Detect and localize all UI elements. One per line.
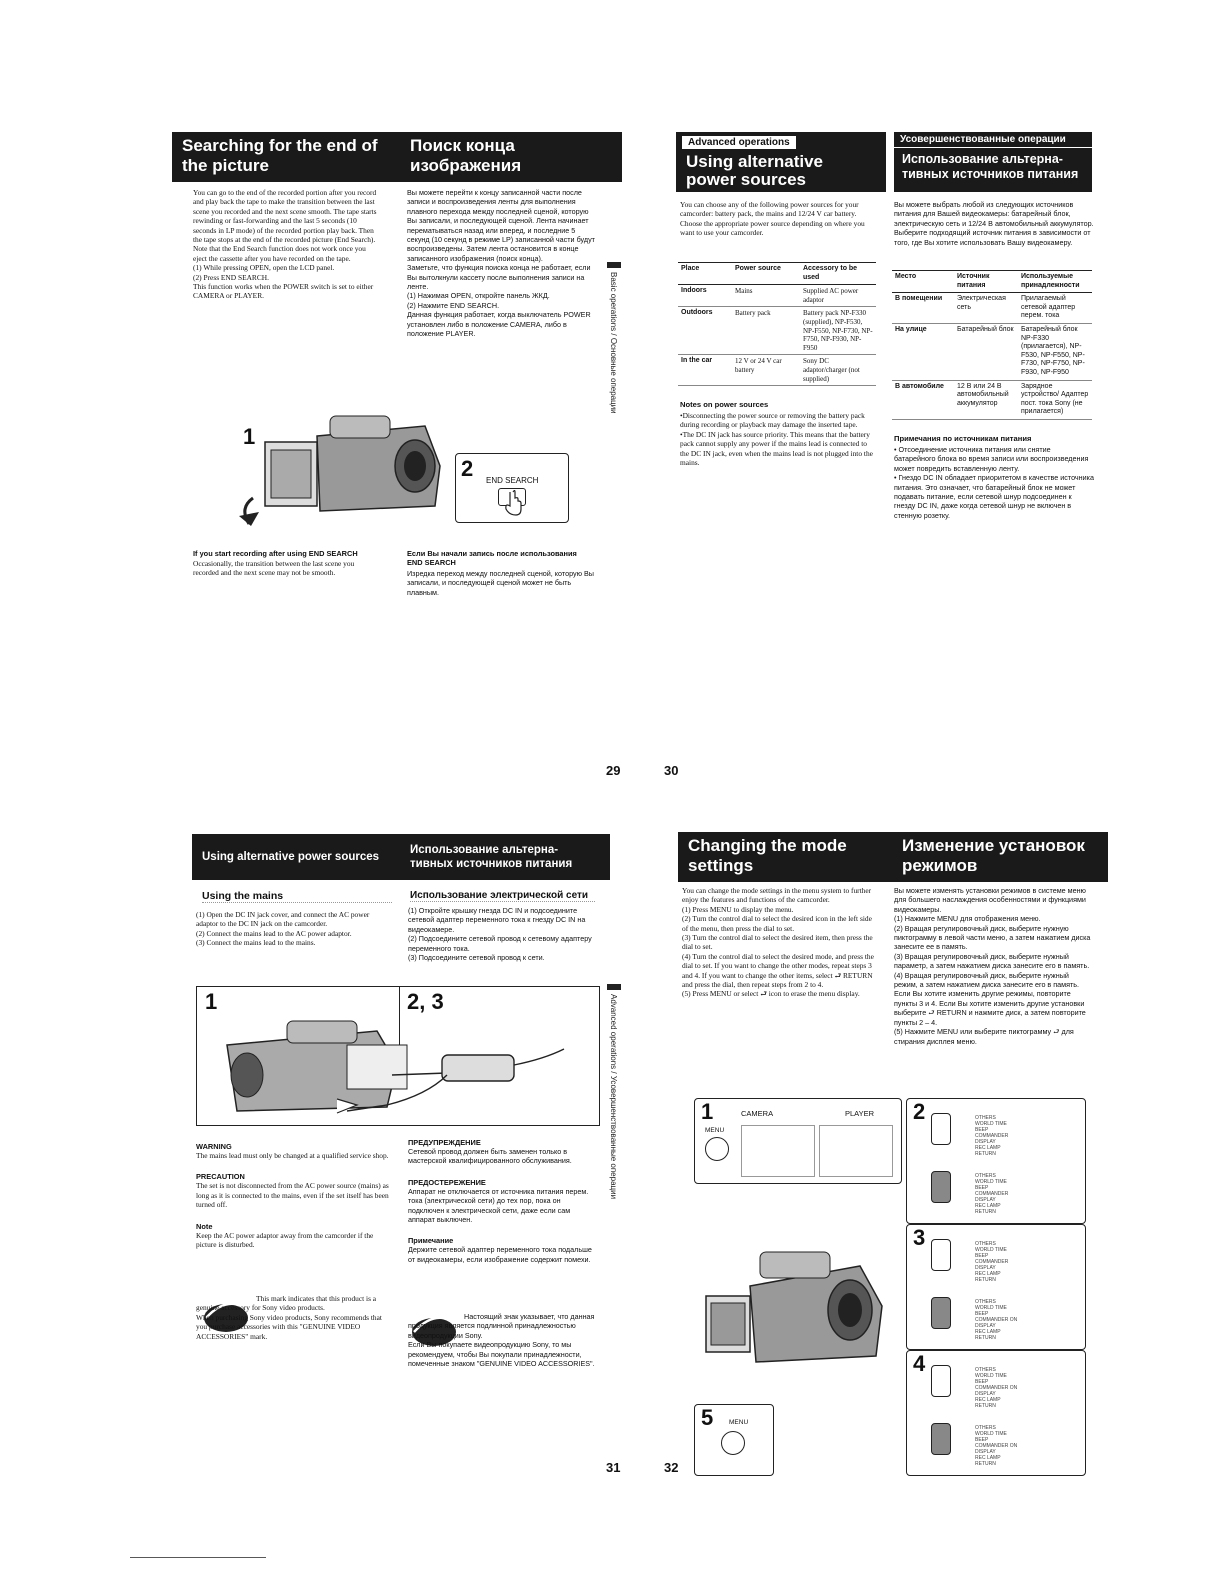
page29-note-en: Occasionally, the transition between the last scene you recorded and the next scene may not be smooth. [193,559,355,578]
page30-table-en [678,262,876,386]
table-cell: Батарейный блок [954,323,1018,380]
page31-camcorder-ac-drawing [207,1015,587,1121]
menu-label: MENU [705,1127,725,1134]
menu-screen-player [819,1125,893,1177]
page29-body-en: You can go to the end of the recorded portion after you record and play back the tape to make the transition between the last scene you recorded and the next scene smooth. The tape starts rewinding or fast-forwarding and the last 5 seconds (10 seconds in LP mode) of the recorded portion play back. Then the tape stops at the end of the recorded picture (End Search). Note that the End Search function does not work once you eject the cassette after you have recorded on the tape. (1) While pressing OPEN, open the LCD panel. (2) Press END SEARCH. This function works when the POWER switch is set to either CAMERA or PLAYER. [193,188,377,301]
page30-number: 30 [664,763,679,778]
page31-steps-en: (1) Open the DC IN jack cover, and connect the AC power adaptor to the DC IN jack on the camcorder. (2) Connect the mains lead to the AC power adaptor. (3) Connect the mains lead to the mains. [196,910,370,948]
page30-notes-ru-title: Примечания по источникам питания [894,434,1032,443]
warning-ru-text: Сетевой провод должен быть заменен только в мастерской квалифицированного обслуживания. [408,1147,572,1166]
page31-fig-step23: 2, 3 [407,989,444,1014]
page29-title-en: Searching for the end of the picture [172,132,410,182]
page30-table-ru [892,270,1092,420]
table-cell: Mains [732,285,800,307]
note-en-text: Keep the AC power adaptor away from the camcorder if the picture is disturbed. [196,1230,374,1250]
control-dial-icon[interactable] [931,1423,951,1455]
page29-note-en-title: If you start recording after using END SEARCH [193,549,358,558]
control-dial-icon[interactable] [931,1171,951,1203]
page29-side-label: Basic operations / Основные операции [609,272,618,414]
table-row [892,380,1092,419]
page29-end-search-panel [455,453,569,523]
control-dial-icon[interactable] [931,1113,951,1145]
page31-mark-ru: Настоящий знак указывает, что данная продукция является подлинной принадлежностью видеопродукции Sony. Если Вы покупаете видеопродукцию Sony, то мы рекомендуем, чтобы Вы покупали принадлежности, помеченные знаком "GENUINE VIDEO ACCESSORIES". [408,1312,595,1369]
page31-header-ru: Использование альтерна-тивных источников питания [400,834,610,880]
table-cell: В автомобиле [892,380,954,419]
note-ru-title: Примечание [408,1236,454,1246]
page32-title-ru: Изменение установок режимов [892,832,1108,882]
warning-ru-title: ПРЕДУПРЕЖДЕНИЕ [408,1138,481,1147]
page32-fig-step2: 2 [913,1099,926,1124]
menu-screen-others: OTHERS WORLD TIME BEEP COMMANDER DISPLAY REC LAMP RETURN [975,1173,1009,1215]
page32-camcorder-drawing [700,1226,900,1396]
page32-fig-step5-panel [694,1404,774,1476]
page29-note-ru-title: Если Вы начали запись после использования END SEARCH [407,549,577,567]
table-en-header: Place [678,263,732,285]
page32-fig-step4: 4 [913,1351,926,1376]
page30-tag-en: Advanced operations [682,136,796,149]
precaution-ru-title: ПРЕДОСТЕРЕЖЕНИЕ [408,1177,486,1187]
page31-sub-en: Using the mains [202,890,392,903]
table-cell: Outdoors [678,307,732,355]
table-cell: Sony DC adaptor/charger (not supplied) [800,355,876,386]
page30-title-en: Using alternative power sources [686,152,823,189]
table-row [678,307,876,355]
page32-fig-step5: 5 [701,1405,714,1430]
table-ru-header: Источник питания [954,271,1018,293]
page29-figure-camcorder [225,406,455,540]
page29-title-ru: Поиск конца изображения [400,132,622,182]
page30-notes-en: •Disconnecting the power source or removing the battery pack during recording or playback may damage the inserted tape. •The DC IN jack has source priority. This means that the battery pack cannot supply any power if the mains lead is connected to the DC IN jack, even when the mains lead is not plugged into the mains. [680,411,873,468]
page32-fig-step3: 3 [913,1225,926,1250]
menu-button-icon[interactable] [721,1431,745,1455]
warning-en-text: The mains lead must only be changed at a qualified service shop. [196,1151,389,1160]
table-ru-header: Используемые принадлежности [1018,271,1092,293]
table-cell: Электрическая сеть [954,293,1018,324]
page29-number: 29 [606,763,621,778]
table-cell: In the car [678,355,732,386]
menu-screen-camera [741,1125,815,1177]
page32-fig-step1: 1 [701,1099,714,1124]
table-cell: В помещении [892,293,954,324]
press-finger-icon [504,490,522,516]
page30-body-en: You can choose any of the following power sources for your camcorder: battery pack, the mains and 12/24 V car battery. Choose the appropriate power source depending on where you want to use your camcorder. [680,200,865,238]
page31-warnings-en [196,1142,392,1249]
menu-button-icon[interactable] [705,1137,729,1161]
footer-rule [130,1557,266,1558]
player-label: PLAYER [845,1109,875,1118]
page32-fig-step4-panel [906,1350,1086,1476]
page30-title-ru: Использование альтерна-тивных источников питания [902,152,1079,181]
page30-body-ru: Вы можете выбрать любой из следующих источников питания для Вашей видеокамеры: батарейный блок, электрическую сеть и 12/24 В автомобильный аккумулятор. Выберите подходящий источник питания в зависимости от того, где Вы хотите использовать Вашу видеокамеру. [894,200,1094,247]
page31-steps-ru: (1) Откройте крышку гнезда DC IN и подсоедините сетевой адаптер переменного тока к гнезду DC IN на видеокамере. (2) Подсоедините сетевой провод к сетевому адаптеру переменного тока. (3) Подсоедините сетевой провод к сети. [408,906,592,963]
table-cell: Battery pack [732,307,800,355]
table-en-header: Accessory to be used [800,263,876,285]
precaution-en-text: The set is not disconnected from the AC power source (mains) as long as it is connected to the mains, even if the set itself has been turned off. [196,1181,389,1210]
menu-screen-others: OTHERS WORLD TIME BEEP COMMANDER ON DISPLAY REC LAMP RETURN [975,1425,1018,1467]
page31-mark-en: This mark indicates that this product is a genuine accessory for Sony video products. When purchasing Sony video products, Sony recommends that you purchase accessories with this "GENUINE VIDEO ACCESSORIES" mark. [196,1294,382,1341]
page30-notes-ru: • Отсоединение источника питания или снятие батарейного блока во время записи или воспроизведения может повредить вставленную ленту. • Гнездо DC IN обладает приоритетом в качестве источника питания. Это означает, что батарейный блок не может подавать питание, если сетевой шнур подсоединен к гнезду DC IN, даже когда сетевой шнур не включен в стенную розетку. [894,445,1094,520]
note-en-title: Note [196,1221,213,1231]
table-row [678,285,876,307]
control-dial-icon[interactable] [931,1297,951,1329]
page32-title-en: Changing the mode settings [678,832,904,882]
warning-en-title: WARNING [196,1142,232,1151]
table-ru-header: Место [892,271,954,293]
page30-tag-ru: Усовершенствованные операции [894,132,1092,148]
page29-body-ru: Вы можете перейти к концу записанной части после записи и воспроизведения ленты для выполнения плавного перехода между последней сценой, которую Вы записали, и последующей сценой. Лента начинает перематываться назад или вперед, и последние 5 секунд (10 секунд в режиме LP) записанной части будут воспроизведены. Затем лента остановится в конце записанного изображения (поиск конца). Заметьте, что функция поиска конца не работает, если Вы вытолкнули кассету после выполнения записи на ленте. (1) Нажимая OPEN, откройте панель ЖКД. (2) Нажмите END SEARCH. Данная функция работает, когда выключатель POWER установлен либо в положение CAMERA, либо в положение PLAYER. [407,188,595,339]
table-cell: Supplied AC power adaptor [800,285,876,307]
page32-body-ru: Вы можете изменять установки режимов в системе меню для большего наслаждения особенностями и функциями видеокамеры. (1) Нажмите MENU для отображения меню. (2) Вращая регулировочный диск, выберите нужную пиктограмму в левой части меню, а затем нажатием диска занесите ее в память. (3) Вращая регулировочный диск, выберите нужный параметр, а затем нажатием диска занесите его в память. (4) Вращая регулировочный диск, выберите нужный режим, а затем нажатием диска занесите его в память. Если Вы хотите изменить другие режимы, повторите пункты 3 и 4. Если Вы хотите изменить другие установки выберите ⮐ RETURN и нажмите диск, а затем повторите пункты 2 – 4. (5) Нажмите MENU или выберите пиктограмму ⮐ для стирания дисплея меню. [894,886,1091,1046]
menu-screen-others: OTHERS WORLD TIME BEEP COMMANDER ON DISPLAY REC LAMP RETURN [975,1299,1018,1341]
precaution-ru-text: Аппарат не отключается от источника питания перем. тока (электрической сети) до тех пор, пока он подключен к электрической сети, даже если сам аппарат выключен. [408,1186,589,1225]
table-cell: Прилагаемый сетевой адаптер перем. тока [1018,293,1092,324]
camera-label: CAMERA [741,1109,774,1118]
note-ru-text: Держите сетевой адаптер переменного тока подальше от видеокамеры, если изображение содержит помехи. [408,1245,592,1264]
table-row [892,323,1092,380]
table-row [892,293,1092,324]
menu-screen-others: OTHERS WORLD TIME BEEP COMMANDER ON DISPLAY REC LAMP RETURN [975,1367,1018,1409]
page31-header-en: Using alternative power sources [192,834,412,880]
menu-label: MENU [729,1419,749,1426]
control-dial-icon[interactable] [931,1365,951,1397]
page31-side-marker [607,984,621,990]
table-cell: На улице [892,323,954,380]
page29-side-marker [607,262,621,268]
page32-fig-step2-panel [906,1098,1086,1224]
table-en-header: Power source [732,263,800,285]
table-cell: 12 В или 24 В автомобильный аккумулятор [954,380,1018,419]
page32-fig-step1-panel [694,1098,902,1184]
page32-body-en: You can change the mode settings in the menu system to further enjoy the features and functions of the camcorder. (1) Press MENU to display the menu. (2) Turn the control dial to select the desired icon in the left side of the menu, then press the dial to set. (3) Turn the control dial to select the desired item, then press the dial to set. (4) Turn the control dial to select the desired mode, and press the dial to set. If you want to change the other modes, repeat steps 3 and 4. If you want to change the other items, select ⮐ RETURN and press the dial, then repeat steps from 2 to 4. (5) Press MENU or select ⮐ icon to erase the menu display. [682,886,874,999]
table-cell: 12 V or 24 V car battery [732,355,800,386]
page32-number: 32 [664,1460,679,1475]
page32-fig-step3-panel [906,1224,1086,1350]
page30-notes-en-title: Notes on power sources [680,400,769,409]
table-cell: Battery pack NP-F330 (supplied), NP-F530, NP-F550, NP-F730, NP-F750, NP-F930, NP-F950 [800,307,876,355]
table-cell: Зарядное устройство/ Адаптер пост. тока Sony (не прилагается) [1018,380,1092,419]
page30-header-ru [894,132,1092,192]
table-row [678,355,876,386]
page31-sub-ru: Использование электрической сети [410,890,595,902]
page30-header-en [676,132,886,192]
table-cell: Батарейный блок NP-F330 (прилагается), NP-F530, NP-F550, NP-F730, NP-F750, NP-F930, NP-F950 [1018,323,1092,380]
page31-side-label: Advanced operations / Усовершенствованные операции [609,994,618,1200]
page29-note-ru: Изредка переход между последней сценой, которую Вы записали, и последующей сценой может не быть плавным. [407,569,594,597]
table-cell: Indoors [678,285,732,307]
menu-screen-others: OTHERS WORLD TIME BEEP COMMANDER DISPLAY REC LAMP RETURN [975,1241,1009,1283]
page31-figure-panel [196,986,600,1126]
page29-step1-label: 1 [243,424,256,449]
control-dial-icon[interactable] [931,1239,951,1271]
page29-step2-label: 2 [461,456,474,481]
page31-number: 31 [606,1460,621,1475]
end-search-label: END SEARCH [486,476,539,485]
menu-screen-others: OTHERS WORLD TIME BEEP COMMANDER DISPLAY REC LAMP RETURN [975,1115,1009,1157]
precaution-en-title: PRECAUTION [196,1172,245,1182]
page31-warnings-ru [408,1138,598,1264]
page31-fig-step1: 1 [205,989,218,1014]
